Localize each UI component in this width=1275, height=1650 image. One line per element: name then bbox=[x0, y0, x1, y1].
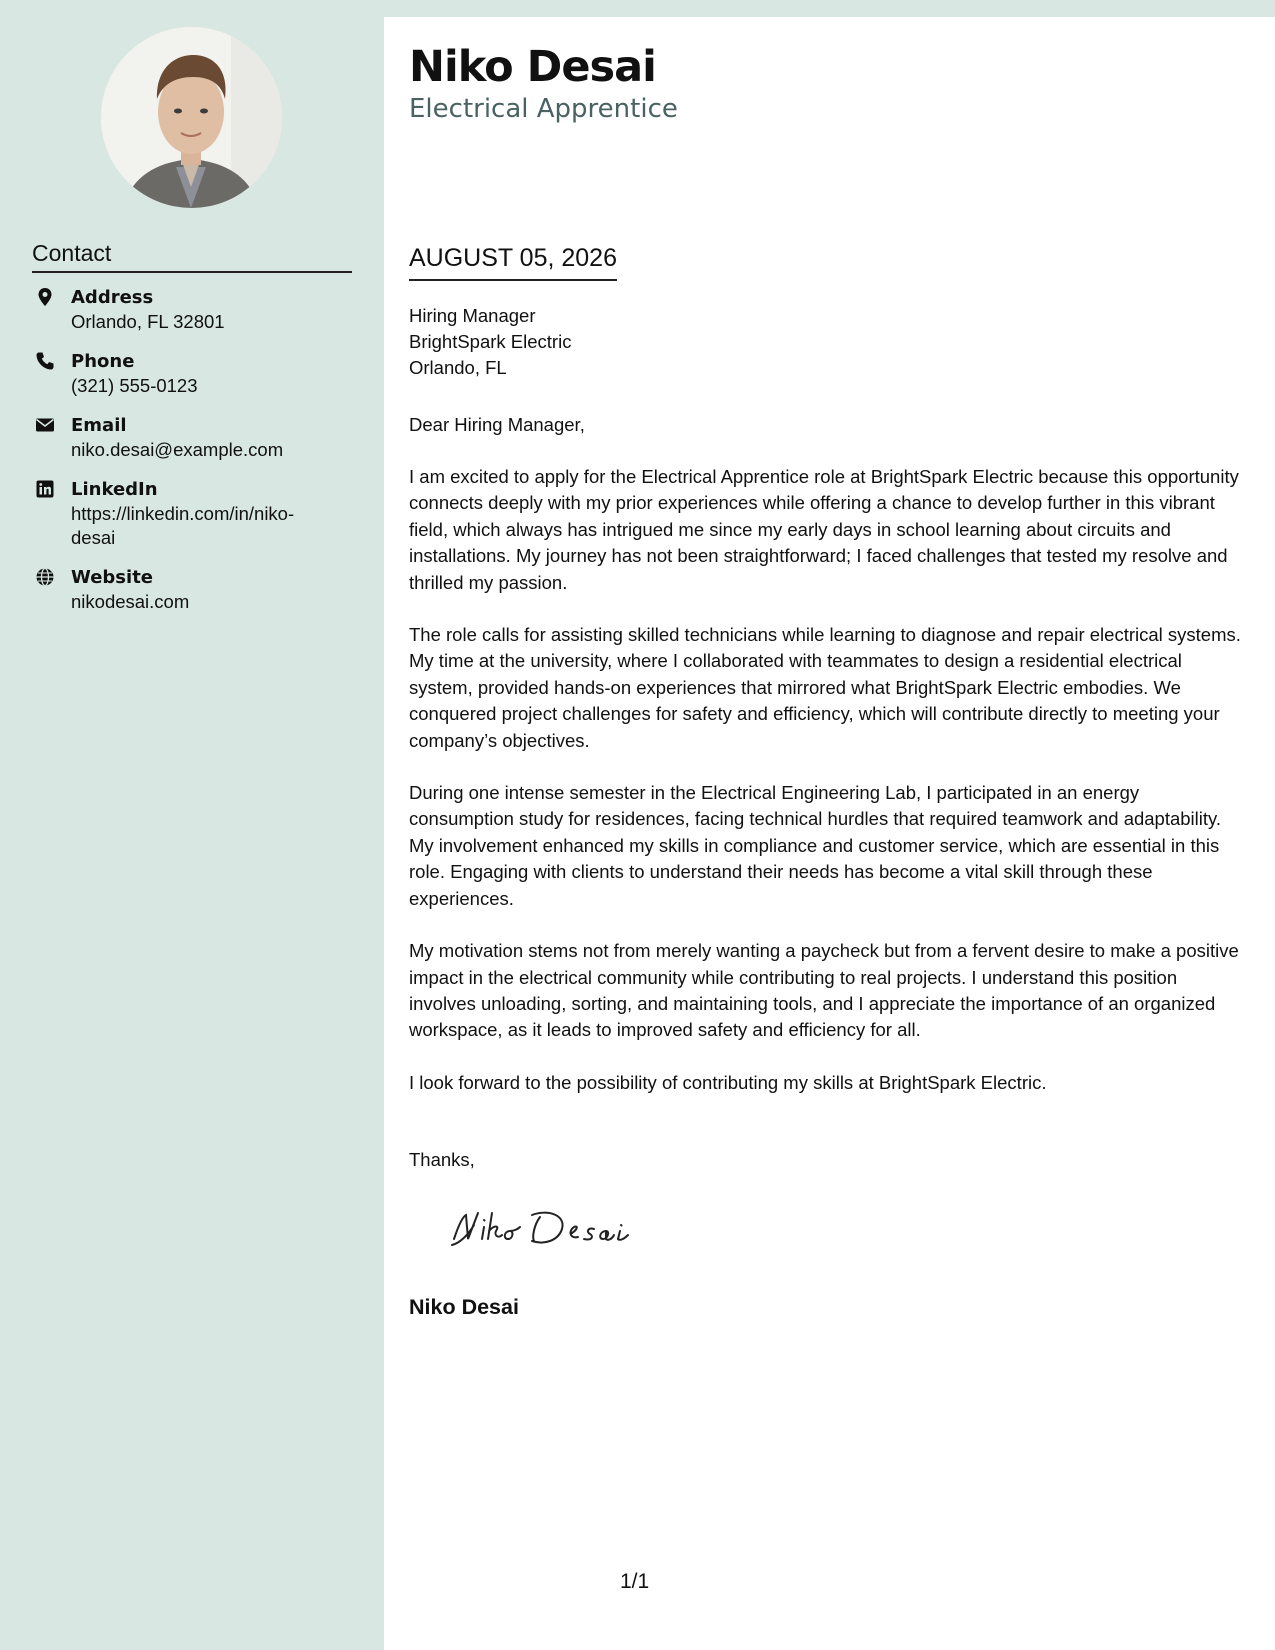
phone-icon bbox=[35, 351, 55, 371]
contact-label: Website bbox=[71, 567, 154, 588]
body-paragraph: The role calls for assisting skilled technicians while learning to diagnose and repair electrical systems. My time at the university, where I collaborated with teammates to design a residential electrical system, provided hands-on experiences that mirrored what BrightSpark Electric embodies. We conquered project challenges for safety and efficiency, which will contribute directly to meeting your company’s objectives. bbox=[409, 624, 1241, 751]
handwritten-signature bbox=[448, 1205, 638, 1262]
body-paragraph: I am excited to apply for the Electrical Apprentice role at BrightSpark Electric because this opportunity connects deeply with my prior experiences while offering a chance to develop further in this vibrant field, which always has intrigued me since my early days in school learning about circuits and installations. My journey has not been straightforward; I faced challenges that tested my resolve and thrilled my passion. bbox=[409, 466, 1239, 593]
body-paragraph: My motivation stems not from merely wanting a paycheck but from a fervent desire to make a positive impact in the electrical community while contributing to real projects. I understand this position involves unloading, sorting, and maintaining tools, and I appreciate the importance of an organized workspace, as it leads to improved safety and efficiency for all. bbox=[409, 940, 1239, 1041]
map-pin-icon bbox=[35, 287, 55, 307]
linkedin-icon bbox=[35, 479, 55, 499]
recipient-block bbox=[409, 303, 571, 381]
applicant-name: Niko Desai bbox=[409, 42, 656, 92]
linkedin-link[interactable]: https://linkedin.com/in/niko-desai bbox=[71, 503, 295, 548]
contact-list bbox=[32, 285, 332, 629]
address-value: Orlando, FL 32801 bbox=[71, 311, 225, 332]
profile-photo bbox=[101, 27, 282, 208]
closing: Thanks, bbox=[409, 1149, 475, 1170]
recipient-line: BrightSpark Electric bbox=[409, 331, 572, 352]
phone-value: (321) 555-0123 bbox=[71, 375, 198, 396]
greeting: Dear Hiring Manager, bbox=[409, 414, 585, 435]
letter-body bbox=[409, 464, 1249, 1122]
job-title: Electrical Apprentice bbox=[409, 94, 678, 124]
letter-date: AUGUST 05, 2026 bbox=[409, 244, 617, 281]
contact-label: Email bbox=[71, 415, 127, 436]
email-value: niko.desai@example.com bbox=[71, 439, 284, 460]
body-paragraph: I look forward to the possibility of contributing my skills at BrightSpark Electric. bbox=[409, 1071, 1047, 1093]
contact-item-phone bbox=[32, 349, 332, 398]
sidebar bbox=[0, 0, 384, 1650]
envelope-icon bbox=[35, 415, 55, 435]
contact-heading: Contact bbox=[32, 240, 352, 273]
contact-item-email bbox=[32, 413, 332, 462]
signer-name: Niko Desai bbox=[409, 1295, 519, 1319]
body-paragraph: During one intense semester in the Electrical Engineering Lab, I participated in an energy consumption study for residences, facing technical hurdles that required teamwork and adaptability. My involvement enhanced my skills in compliance and customer service, which are essential in this role. Engaging with clients to understand their needs has become a vital skill through these experiences. bbox=[409, 782, 1222, 909]
contact-label: Address bbox=[71, 287, 154, 308]
globe-icon bbox=[35, 567, 55, 587]
contact-label: Phone bbox=[71, 351, 135, 372]
page-number: 1/1 bbox=[620, 1570, 650, 1593]
recipient-line: Orlando, FL bbox=[409, 357, 507, 378]
website-link[interactable]: nikodesai.com bbox=[71, 591, 190, 612]
recipient-line: Hiring Manager bbox=[409, 305, 536, 326]
contact-item-website bbox=[32, 565, 332, 614]
contact-item-address bbox=[32, 285, 332, 334]
contact-item-linkedin bbox=[32, 477, 332, 550]
contact-label: LinkedIn bbox=[71, 479, 158, 500]
